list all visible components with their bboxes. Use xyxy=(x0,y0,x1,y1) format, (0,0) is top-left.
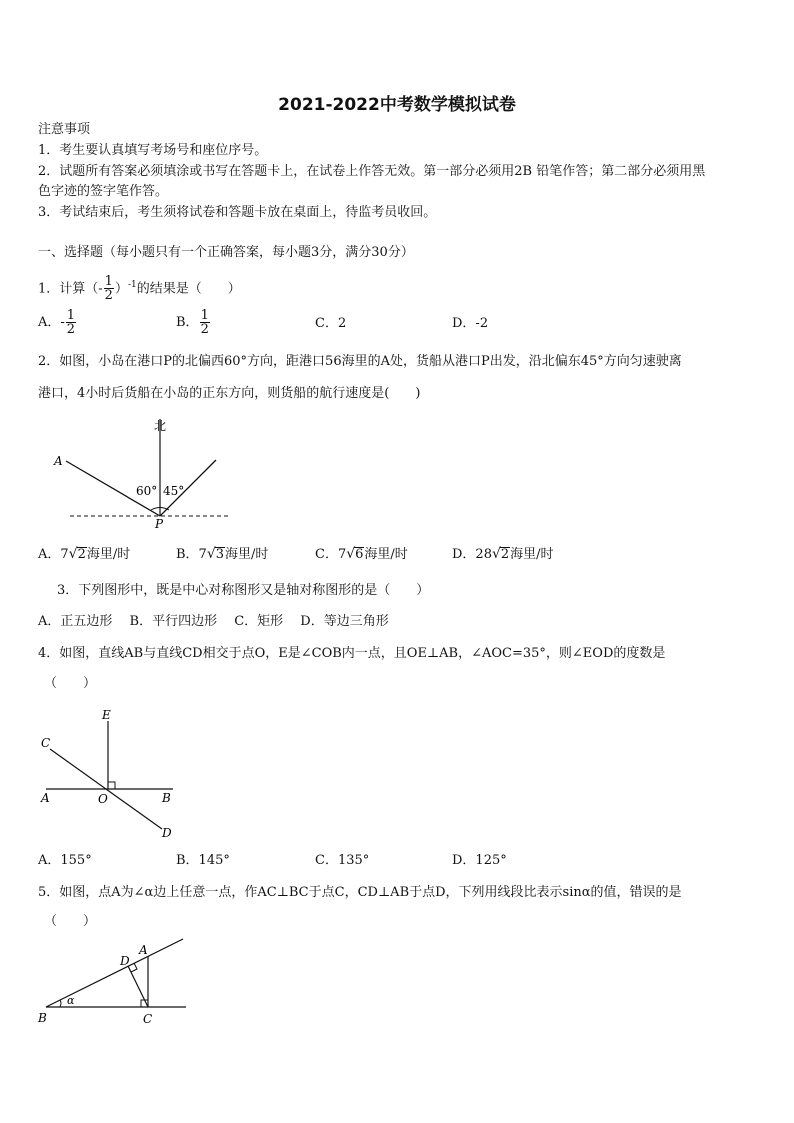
q1-option-a: A．- $\frac{1}{2}$ xyxy=(38,308,76,337)
q2-option-d: D．28√2海里/时 xyxy=(452,546,554,562)
point-c-label: C xyxy=(143,1012,153,1026)
point-a-label: A xyxy=(54,454,63,468)
point-p-label: P xyxy=(155,517,164,530)
q1-option-c: C．2 xyxy=(315,316,347,331)
question-2-stem-line1: 2．如图，小岛在港口P的北偏西60°方向，距港口56海里的A处，货船从港口P出发，沿北偏东45°方向匀速驶离 xyxy=(38,354,682,369)
point-e-label: E xyxy=(102,708,111,722)
q4-figure xyxy=(38,705,183,840)
point-o-label: O xyxy=(98,792,108,806)
q4-option-d: D．125° xyxy=(452,853,507,868)
q2-option-a: A．7√2海里/时 xyxy=(38,546,131,562)
question-3-options: A．正五边形 B．平行四边形 C．矩形 D．等边三角形 xyxy=(38,614,389,629)
question-5-stem: 5．如图，点A为∠α边上任意一点，作AC⊥BC于点C，CD⊥AB于点D，下列用线段比表示sinα的值，错误的是 xyxy=(38,885,682,900)
north-label: 北 xyxy=(154,419,167,433)
question-4-stem: 4．如图，直线AB与直线CD相交于点O，E是∠COB内一点，且OE⊥AB，∠AOC=35°，则∠EOD的度数是 xyxy=(38,646,666,661)
question-4-paren: （ ） xyxy=(44,676,97,691)
q1-option-d: D．-2 xyxy=(452,316,489,331)
point-d-label: D xyxy=(120,954,130,968)
point-c-label: C xyxy=(41,736,51,750)
q1-option-b: B． $\frac{1}{2}$ xyxy=(176,308,209,337)
q2-option-b: B．7√3海里/时 xyxy=(176,546,269,562)
notice-item-2: 2．试题所有答案必须填涂或书写在答题卡上，在试卷上作答无效。第一部分必须用2B 铅笔作答；第二部分必须用黑 xyxy=(38,164,706,179)
alpha-label: α xyxy=(67,994,75,1007)
q5-figure xyxy=(36,935,191,1030)
section-heading: 一、选择题（每小题只有一个正确答案，每小题3分，满分30分） xyxy=(38,245,414,260)
q4-option-a: A．155° xyxy=(38,853,92,868)
notice-item-1: 1．考生要认真填写考场号和座位序号。 xyxy=(38,143,268,158)
point-b-label: B xyxy=(162,791,171,805)
fraction: $\frac{1}{2}$ xyxy=(104,274,113,304)
q4-option-c: C．135° xyxy=(315,853,370,868)
page-title: 2021-2022中考数学模拟试卷 xyxy=(278,95,516,115)
angle-45-label: 45° xyxy=(163,484,185,498)
point-d-label: D xyxy=(162,826,172,840)
angle-60-label: 60° xyxy=(136,484,158,498)
question-5-paren: （ ） xyxy=(44,914,97,929)
q2-option-c: C．7√6海里/时 xyxy=(315,546,408,562)
notice-item-3: 3．考试结束后，考生须将试卷和答题卡放在桌面上，待监考员收回。 xyxy=(38,205,437,220)
point-b-label: B xyxy=(38,1011,47,1025)
q2-figure xyxy=(50,415,240,530)
notice-heading: 注意事项 xyxy=(38,122,91,137)
point-a-label: A xyxy=(139,943,148,957)
notice-item-2-cont: 色字迹的签字笔作答。 xyxy=(38,184,169,199)
question-3-stem: 3．下列图形中，既是中心对称图形又是轴对称图形的是（ ） xyxy=(57,583,430,598)
q4-option-b: B．145° xyxy=(176,853,230,868)
question-1-stem: 1．计算（- $\frac{1}{2}$ ）$^{-1}$的结果是（ ） xyxy=(38,274,241,304)
question-2-stem-line2: 港口，4小时后货船在小岛的正东方向，则货船的航行速度是( ) xyxy=(38,386,421,401)
point-a-label: A xyxy=(41,791,50,805)
